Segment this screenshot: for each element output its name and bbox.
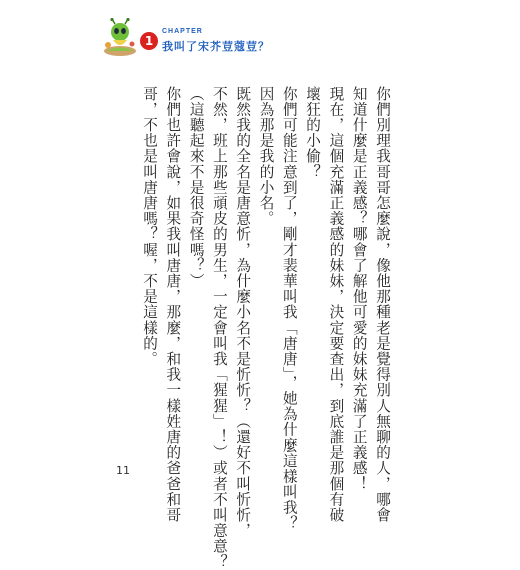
text-line: 你們可能注意到了，剛才裴華叫我「唐唐」，她為什麼這樣叫我？ <box>280 86 298 532</box>
text-line: 不然，班上那些頑皮的男生，一定會叫我「猩猩」！）或者不叫意意？ <box>210 86 228 570</box>
text-line: 現在，這個充滿正義感的妹妹，決定要查出，到底誰是那個有破 <box>327 86 345 523</box>
text-line: 壞狂的小偷？ <box>304 86 322 180</box>
chapter-label: CHAPTER <box>162 28 203 35</box>
text-line: （這聽起來不是很奇怪嗎？） <box>187 86 205 289</box>
text-line: 哥，不也是叫唐唐嗎？喔，不是這樣的。 <box>141 86 159 367</box>
text-line: 你們也許會說，如果我叫唐唐，那麼，和我一樣姓唐的爸爸和哥 <box>164 86 182 523</box>
page-number: 11 <box>116 464 130 477</box>
vertical-body-text <box>138 86 394 570</box>
chapter-number-badge: 1 <box>140 32 158 50</box>
text-line: 既然我的全名是唐意忻，為什麼小名不是忻忻？（還好不叫忻忻， <box>234 86 252 539</box>
alien-mascot-icon <box>100 18 140 58</box>
text-line: 知道什麼是正義感？哪會了解他可愛的妹妹充滿了正義感！ <box>350 86 368 492</box>
chapter-header <box>100 18 300 58</box>
text-line: 因為那是我的小名。 <box>257 86 275 227</box>
chapter-title: 我叫了宋芥荳蔻荳？ <box>162 40 270 53</box>
text-line: 你們別理我哥哥怎麼說，像他那種老是覺得別人無聊的人，哪會 <box>374 86 391 523</box>
